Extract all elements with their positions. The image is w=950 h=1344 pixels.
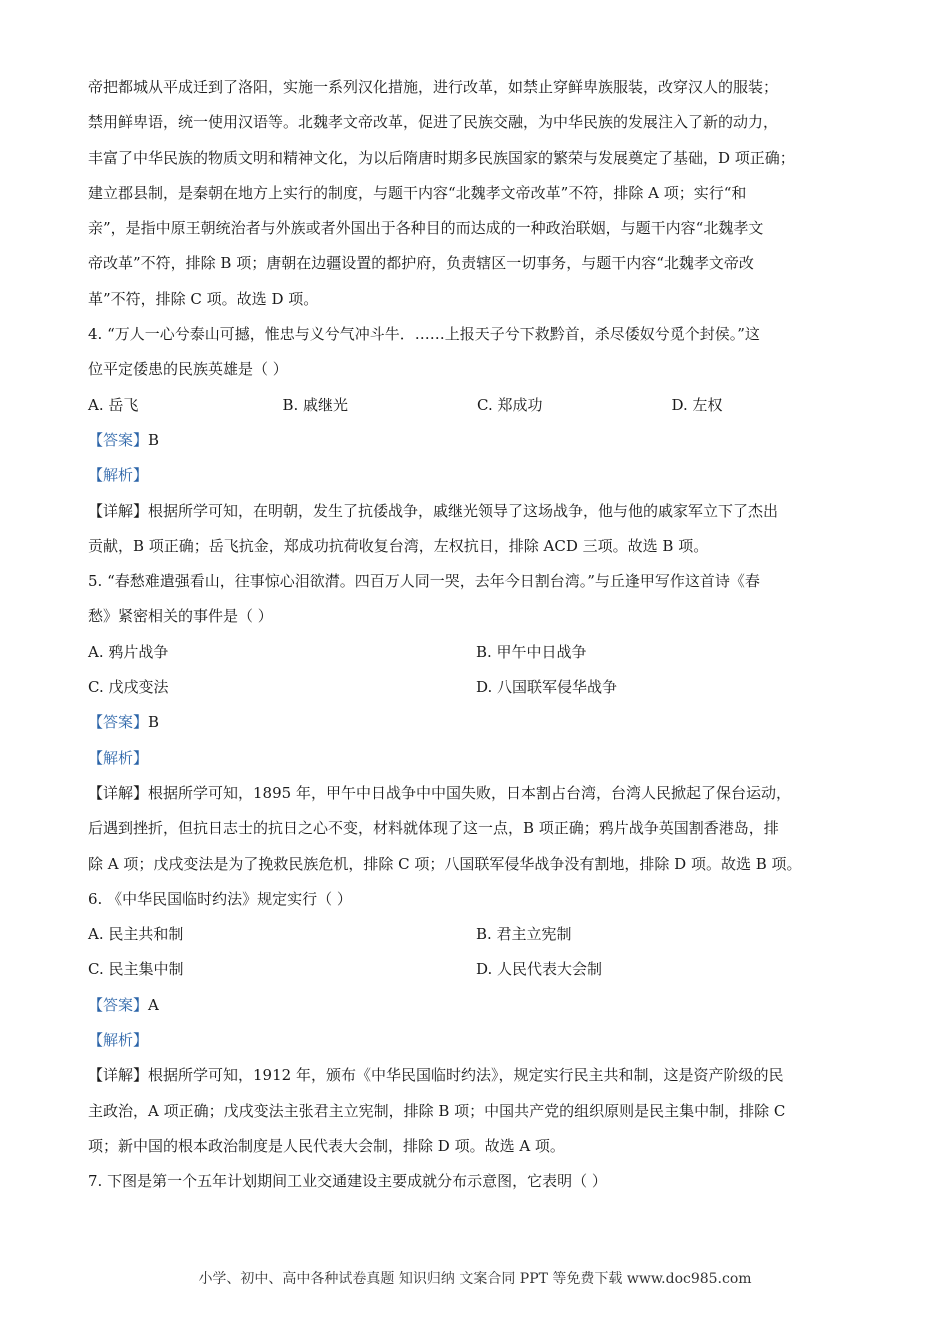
text-line: 亲”，是指中原王朝统治者与外族或者外国出于各种目的而达成的一种政治联姻，与题干内容“北魏孝文 <box>88 219 764 238</box>
detail-text: 根据所学可知，在明朝，发生了抗倭战争，戚继光领导了这场战争，他与他的戚家军立下了杰出 <box>148 501 779 520</box>
answer-line <box>88 423 868 458</box>
option-a: A. 民主共和制 <box>88 925 184 944</box>
text-line: 帝把都城从平成迁到了洛阳，实施一系列汉化措施，进行改革，如禁止穿鲜卑族服装，改穿汉人的服装； <box>88 78 779 96</box>
options-row <box>88 952 868 987</box>
analysis-line <box>88 741 868 776</box>
answer-value: B <box>148 713 160 732</box>
option-b: B. 甲午中日战争 <box>476 642 587 661</box>
option-b: B. 戚继光 <box>282 395 349 414</box>
answer-value: A <box>148 995 159 1014</box>
detail-line: 后遇到挫折，但抗日志士的抗日之心不变，材料就体现了这一点，B 项正确；鸦片战争英国割香港岛，排 <box>88 819 779 838</box>
detail-line: 除 A 项；戊戌变法是为了挽救民族危机，排除 C 项；八国联军侵华战争没有割地，排除 D 项。故选 B 项。 <box>88 854 802 873</box>
question-6 <box>88 882 868 1164</box>
text-line: 丰富了中华民族的物质文明和精神文化，为以后隋唐时期多民族国家的繁荣与发展奠定了基础，D 项正确； <box>88 148 795 167</box>
analysis-tag: 【解析】 <box>88 1031 149 1050</box>
option-d: D. 人民代表大会制 <box>476 960 603 979</box>
analysis-tag: 【解析】 <box>88 748 149 767</box>
answer-line <box>88 705 868 740</box>
question-stem-line: 愁》紧密相关的事件是（ ） <box>88 607 273 626</box>
text-line: 帝改革”不符，排除 B 项；唐朝在边疆设置的都护府，负责辖区一切事务，与题干内容“北魏孝文帝改 <box>88 254 754 273</box>
detail-text: 根据所学可知，1895 年，甲午中日战争中中国失败，日本割占台湾，台湾人民掀起了保台运动， <box>148 783 791 802</box>
detail-tag: 【详解】 <box>88 783 149 802</box>
option-a: A. 岳飞 <box>88 395 139 414</box>
options-row <box>88 635 868 670</box>
text-line: 建立郡县制，是秦朝在地方上实行的制度，与题干内容“北魏孝文帝改革”不符，排除 A 项；实行“和 <box>88 183 747 202</box>
options-row <box>88 388 868 423</box>
question-4 <box>88 317 868 564</box>
analysis-line <box>88 458 868 493</box>
detail-tag: 【详解】 <box>88 1066 149 1085</box>
answer-tag: 【答案】 <box>88 430 149 449</box>
text-line: 革”不符，排除 C 项。故选 D 项。 <box>88 289 319 308</box>
text-line: 禁用鲜卑语，统一使用汉语等。北魏孝文帝改革，促进了民族交融，为中华民族的发展注入了新的动力， <box>88 113 779 132</box>
question-7 <box>88 1164 868 1199</box>
analysis-line <box>88 1023 868 1058</box>
detail-tag: 【详解】 <box>88 501 149 520</box>
answer-line <box>88 988 868 1023</box>
option-d: D. 左权 <box>671 395 723 414</box>
options-row <box>88 670 868 705</box>
option-b: B. 君主立宪制 <box>476 925 572 944</box>
question-stem-line: 5. “春愁难遣强看山，往事惊心泪欲潸。四百万人同一哭，去年今日割台湾。”与丘逢甲写作这首诗《春 <box>88 572 760 591</box>
detail-line: 项；新中国的根本政治制度是人民代表大会制，排除 D 项。故选 A 项。 <box>88 1136 565 1155</box>
option-d: D. 八国联军侵华战争 <box>476 678 618 697</box>
detail-line <box>88 776 868 811</box>
answer-tag: 【答案】 <box>88 713 149 732</box>
question-stem-line: 7. 下图是第一个五年计划期间工业交通建设主要成就分布示意图，它表明（ ） <box>88 1172 607 1191</box>
answer-tag: 【答案】 <box>88 995 149 1014</box>
answer-value: B <box>148 430 160 449</box>
detail-text: 根据所学可知，1912 年，颁布《中华民国临时约法》，规定实行民主共和制，这是资产阶级的民 <box>148 1066 784 1085</box>
analysis-tag: 【解析】 <box>88 466 149 485</box>
option-c: C. 郑成功 <box>477 395 543 414</box>
question-stem-line: 6. 《中华民国临时约法》规定实行（ ） <box>88 889 352 908</box>
options-row <box>88 917 868 952</box>
detail-line <box>88 494 868 529</box>
detail-line: 主政治，A 项正确；戊戌变法主张君主立宪制，排除 B 项；中国共产党的组织原则是民主集中制，排除 C <box>88 1101 786 1120</box>
page-footer: 小学、初中、高中各种试卷真题 知识归纳 文案合同 PPT 等免费下载 www.doc985.com <box>198 1271 752 1287</box>
question-5 <box>88 564 868 882</box>
intro-paragraph <box>88 70 868 317</box>
document-page <box>88 70 868 1200</box>
option-c: C. 民主集中制 <box>88 960 184 979</box>
detail-line: 贡献，B 项正确；岳飞抗金，郑成功抗荷收复台湾，左权抗日，排除 ACD 三项。故选 B 项。 <box>88 536 709 555</box>
question-stem-line: 位平定倭患的民族英雄是（ ） <box>88 360 288 379</box>
question-stem-line: 4. “万人一心兮泰山可撼，惟忠与义兮气冲斗牛．……上报天子兮下救黔首，杀尽倭奴兮觅个封侯。”这 <box>88 325 760 344</box>
detail-line <box>88 1058 868 1093</box>
option-a: A. 鸦片战争 <box>88 642 169 661</box>
option-c: C. 戊戌变法 <box>88 678 169 697</box>
